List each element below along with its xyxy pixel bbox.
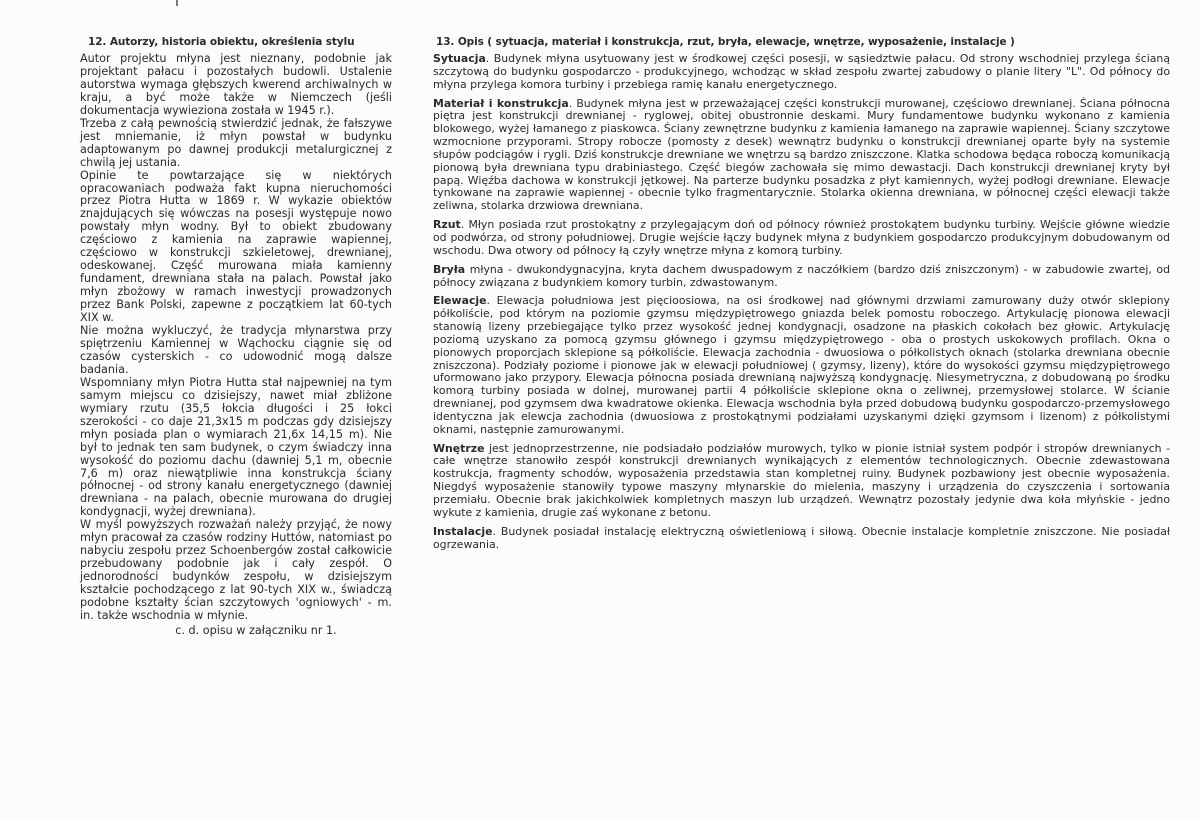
section-text: . Budynek młyna jest w przeważającej części konstrukcji murowanej, częściowo drewnianej. Ściana północna piętra jest konstrukcji drewnianej - ryglowej, obitej obustronnie deskami. Mury fundamentowe budynku wykonano z kamienia blokowego, wyżej łamanego z piaskowca. Ściany zewnętrzne budynku z kamienia łamanego na zaprawie wapiennej. Ściany szczytowe wzmocnione przyporami. Stropy robocze (pomosty z desek) wewnątrz budynku o konstrukcji drewnianej oparte były na systemie słupów podciągów i rygli. Dziś konstrukcje drewniane we wnętrzu są bardzo zniszczone. Klatka schodowa będąca roboczą komunikacją pionową była drewniana typu drabiniastego. Część biegów zachowała się mimo dewastacji. Dach konstrukcji drewnianej kryty był papą. Więźba dachowa w konstrukcji jętkowej. Na parterze budynku posadzka z płyt kamiennych, wyżej podłogi drewniane. Elewacje tynkowane na zaprawie wapiennej - obecnie tylko fragmentarycznie. Stolarka okienna drewniana, w północnej części elewacji także zeliwna, stolarka drzwiowa drewniana. xyxy=(433,96,1170,213)
section-text: . Młyn posiada rzut prostokątny z przylegającym doń od północy również prostokątem budynku turbiny. Wejście główne wiedzie od podwórza, od strony południowej. Drugie wejście łączy budynek młyna z budynkiem gospodarczo produkcyjnym dobudowanym od wschodu. Dwa otwory od północy łą czyły wnętrze młyna z komorą turbiny. xyxy=(433,218,1170,257)
section-lead: Rzut xyxy=(433,218,461,232)
section-situation xyxy=(433,53,1170,92)
history-paragraph: Nie można wykluczyć, że tradycja młynarstwa przy spiętrzeniu Kamiennej w Wąchocku ciągnie się od czasów cysterskich - co udowodnić mogą dalsze badania. xyxy=(80,324,392,376)
section-lead: Elewacje xyxy=(433,294,487,308)
history-paragraph: Opinie te powtarzające się w niektórych opracowaniach podważa fakt kupna nieruchomości przez Piotra Hutta w 1869 r. W wykazie obiektów znajdujących się wówczas na posesji występuje nowo powstały młyn wodny. Był to obiekt zbudowany częściowo z kamienia na zaprawie wapiennej, częściowo w konstrukcji szkieletowej, drewnianej, odeskowanej. Część murowana miała kamienny fundament, drewniana stała na palach. Powstał jako młyn zbożowy w ramach inwestycji prowadzonych przez Bank Polski, zapewne z początkiem lat 60-tych XIX w. xyxy=(80,168,392,325)
scan-speck xyxy=(176,0,178,6)
history-paragraph: W myśl powyższych rozważań należy przyjąć, że nowy młyn pracował za czasów rodziny Huttów, natomiast po nabyciu zespołu przez Schoenbergów został całkowicie przebudowany podobnie jak i cały zespół. O jednorodności budynków zespołu, w dzisiejszym kształcie pochodzącego z lat 90-tych XIX w., świadczą podobne kształty ścian szczytowych 'ogniowych' - m. in. także wschodnia w młynie. xyxy=(80,518,392,622)
section-plan xyxy=(433,219,1170,258)
section-text: młyna - dwukondygnacyjna, kryta dachem dwuspadowym z naczółkiem (bardzo dziś zniszczonym) - w zabudowie zwartej, od północy związana z budynkiem komory turbin, zdwastowanym. xyxy=(433,262,1170,289)
section-material xyxy=(433,98,1170,214)
history-column xyxy=(80,36,392,637)
section-lead: Wnętrze xyxy=(433,441,485,455)
section-elevations xyxy=(433,295,1170,436)
section-text: . Elewacja południowa jest pięcioosiowa, na osi środkowej nad głównymi drzwiami zamurowany duży otwór sklepiony półkoliście, pod którym na poziomie gzymsu międzypiętrowego gniazda belek pomostu roboczego. Artykulację pionowa elewacji stanowią lizeny przebiegające tylko przez wysokość jednej kondygnacji, osadzone na płaskich cokołach bez głowic. Artykulację poziomą uzyskano za pomocą gzymsu głównego i gzymsu międzypiętrowego - oba o prostych uskokowych profilach. Okna o pionowych proporcjach sklepione są półkoliście. Elewacja zachodnia - dwuosiowa o półkolistych oknach (stolarka drewniana obecnie zniszczona). Podziały poziome i pionowe jak w elewacji południowej ( gzymsy, lizeny), które do wysokości gzymsu międzypiętrowego uformowano jako przypory. Elewacja północna posiada drewnianą najwyższą kondygnację. Niesymetryczna, z dobudowaną po środku komorą turbiny posiada w dolnej, murowanej partii 4 półkoliście sklepione okna o zeliwnej, przemysłowej stolarce. W ścianie drewnianej, pod gzymsem dwa kwadratowe okienka. Elewacja wschodnia była przed dobudową budynku gospodarczo-przemysłowego identyczna jak elewcja zachodnia (dwuosiowa z prostokątnymi podziałami uzyskanymi dzięki gzymsom i lizenom) z półkolistymi oknami, następnie zamurowanymi. xyxy=(433,294,1170,436)
history-heading: 12. Autorzy, historia obiektu, określenia stylu xyxy=(88,36,355,48)
history-paragraph: Trzeba z całą pewnością stwierdzić jednak, że fałszywe jest mniemanie, iż młyn powstał w budynku adaptowanym po dawnej produkcji metalurgicznej z chwilą jej ustania. xyxy=(80,116,392,169)
section-text: . Budynek młyna usytuowany jest w środkowej części posesji, w sąsiedztwie pałacu. Od strony wschodniej przylega ścianą szczytową do budynku gospodarczo - produkcyjnego, wchodząc w skład zespołu zwartej zabudowy o planie litery "L". Od północy do młyna przylega komora turbiny i przebiega ramię kanału energetycznego. xyxy=(433,52,1170,91)
history-paragraph: Wspomniany młyn Piotra Hutta stał najpewniej na tym samym miejscu co dzisiejszy, nawet miał zbliżone wymiary rzutu (35,5 łokcia długości i 25 łokci szerokości - co daje 21,3x15 m podczas gdy dzisiejszy młyn posiada plan o wymiarach 21,6x 14,15 m). Nie był to jednak ten sam budynek, o czym świadczy inna wysokość do poziomu dachu (dawniej 5,1 m, obecnie 7,6 m) oraz niewątpliwie inna konstrukcja ściany północnej - od strony kanału energetycznego (dawniej drewniana - na palach, obecnie murowana do drugiej kondygnacji, wyżej drewniana). xyxy=(80,375,392,519)
section-text: jest jednoprzestrzenne, nie podsiadało podziałów murowych, tylko w pionie istniał system podpór i stropów drewnianych - całe wnętrze stanowiło zespół konstrukcji drewnianych wynikających z elementów technologicznych. Obecnie zdewastowana kostrukcja, fragmenty schodów, wyposażenia przedstawia stan kompletnej ruiny. Budynek pozbawiony jest obecnie wyposażenia. Niegdyś wyposażenie stanowiły typowe maszyny młynarskie do mielenia, maszyny i urządzenia do czyszczenia i sortowania przemiału. Obecnie brak jakichkolwiek kompletnych maszyn lub urządzeń. Wewnątrz pozostały jedynie dwa koła młyńskie - jedno wykute z kamienia, drugie zaś wykonane z betonu. xyxy=(433,441,1170,519)
description-body xyxy=(433,53,1170,551)
section-installations xyxy=(433,526,1170,552)
section-interior xyxy=(433,443,1170,520)
description-column xyxy=(428,36,1170,557)
continuation-note: c. d. opisu w załączniku nr 1. xyxy=(175,623,337,637)
section-massing xyxy=(433,264,1170,290)
section-lead: Instalacje xyxy=(433,524,493,538)
section-lead: Bryła xyxy=(433,262,466,276)
section-text: . Budynek posiadał instalację elektryczną oświetleniową i siłową. Obecnie instalacje kompletnie zniszczone. Nie posiadał ogrzewania. xyxy=(433,524,1170,551)
section-lead: Sytuacja xyxy=(433,52,486,65)
section-lead: Materiał i konstrukcja xyxy=(433,96,569,110)
description-heading: 13. Opis ( sytuacja, materiał i konstrukcja, rzut, bryła, elewacje, wnętrze, wyposażenie, instalacje ) xyxy=(436,36,1015,48)
history-paragraph: Autor projektu młyna jest nieznany, podobnie jak projektant pałacu i pozostałych budowli. Ustalenie autorstwa wymaga głębszych kwerend archiwalnych w kraju, a być może także w Niemczech (jeśli dokumentacja wywieziona została w 1945 r.). xyxy=(80,52,392,117)
history-body xyxy=(80,53,392,623)
